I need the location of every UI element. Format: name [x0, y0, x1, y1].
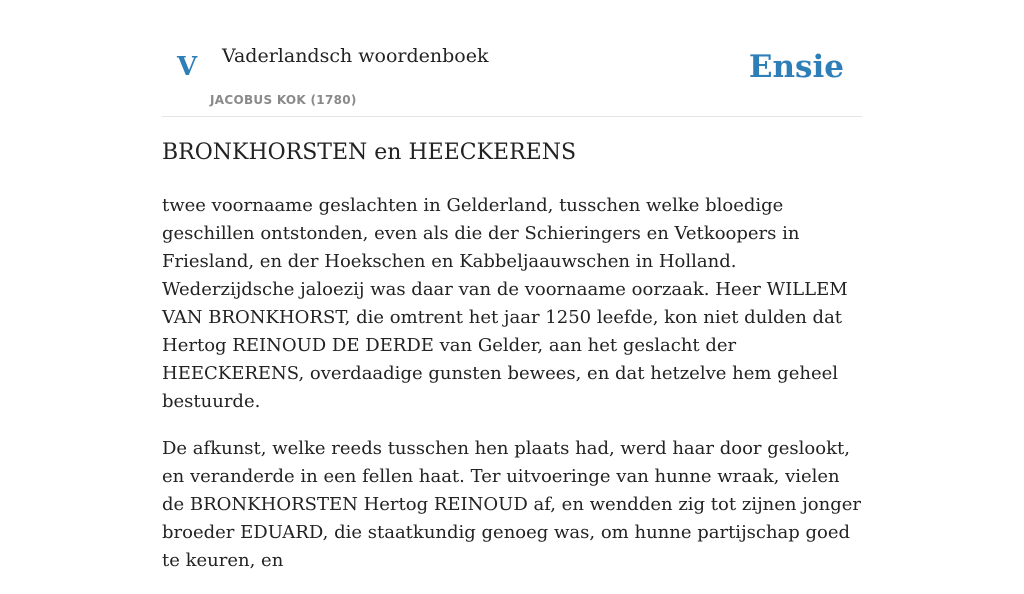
ensie-logo-link[interactable]: Ensie	[748, 49, 844, 85]
author-label: JACOBUS KOK (1780)	[210, 93, 357, 107]
book-title-link[interactable]: Vaderlandsch woordenboek	[222, 45, 489, 67]
entry-title: BRONKHORSTEN en HEECKERENS	[162, 140, 577, 165]
entry-body	[162, 192, 862, 594]
letter-index-link[interactable]: V	[177, 52, 198, 82]
entry-paragraph: twee voornaame geslachten in Gelderland, tusschen welke bloedige geschillen ontstonden, even als die der Schieringers en Vetkoopers in Friesland, en der Hoekschen en Kabbeljaauwschen in Holland. Wederzijdsche jaloezij was daar van de voornaame oorzaak. Heer WILLEM VAN BRONKHORST, die omtrent het jaar 1250 leefde, kon niet dulden dat Hertog REINOUD DE DERDE van Gelder, aan het geslacht der HEECKERENS, overdaadige gunsten bewees, en dat hetzelve hem geheel bestuurde.	[162, 195, 848, 412]
entry-paragraph: De afkunst, welke reeds tusschen hen plaats had, werd haar door geslookt, en veranderde in een fellen haat. Ter uitvoeringe van hunne wraak, vielen de BRONKHORSTEN Hertog REINOUD af, en wendden zig tot zijnen jonger broeder EDUARD, die staatkundig genoeg was, om hunne partijschap goed te keuren, en	[162, 438, 861, 571]
header	[162, 0, 862, 117]
